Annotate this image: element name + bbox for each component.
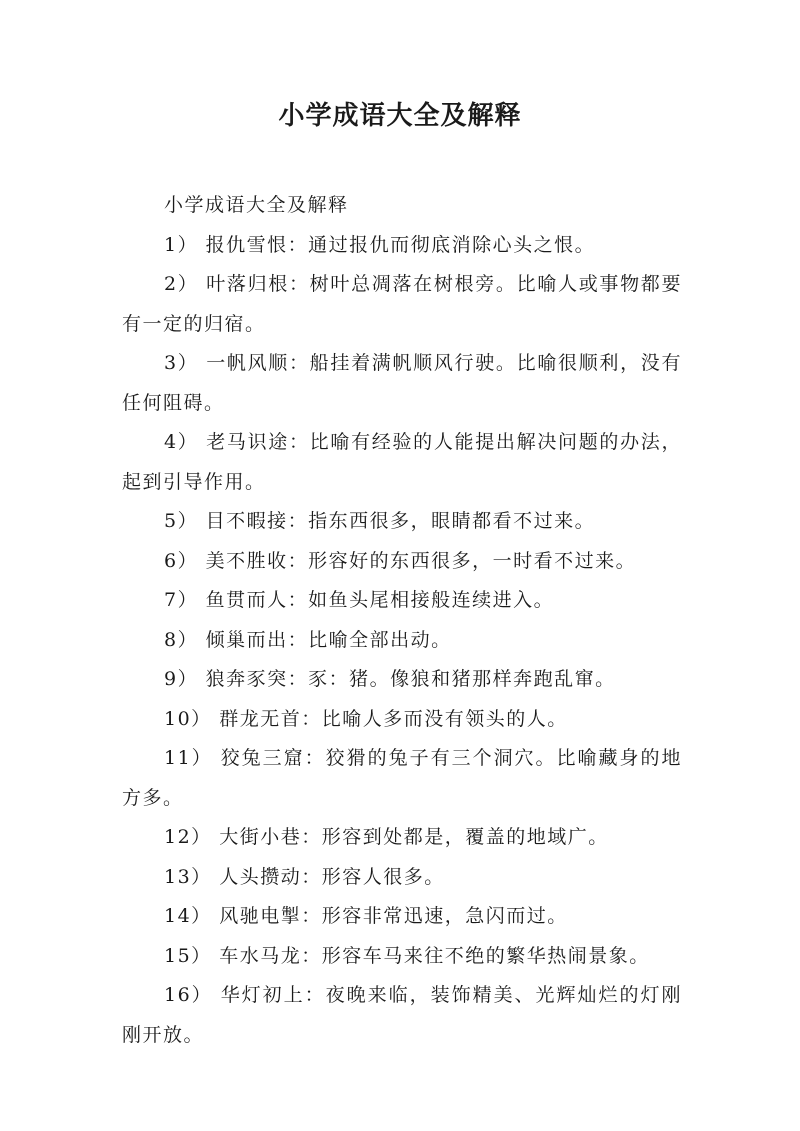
idiom-entry-9: 9） 狼奔豕突：豕：猪。像狼和猪那样奔跑乱窜。 [164,668,616,690]
idiom-entry-6: 6） 美不胜收：形容好的东西很多，一时看不过来。 [164,549,637,572]
document-title: 小学成语大全及解释 [278,101,522,131]
idiom-entry-16: 16） 华灯初上：夜晚来临，装饰精美、光辉灿烂的灯刚刚开放。 [122,984,682,1046]
document-body [122,186,682,1055]
idiom-entry-14: 14） 风驰电掣：形容非常迅速，急闪而过。 [164,905,568,927]
idiom-entry-11: 11） 狡兔三窟：狡猾的兔子有三个洞穴。比喻藏身的地方多。 [122,747,682,809]
idiom-entry-7: 7） 鱼贯而人：如鱼头尾相接般连续进入。 [164,589,555,611]
idiom-entry-13: 13） 人头攒动：形容人很多。 [164,865,445,888]
idiom-entry-4: 4） 老马识途：比喻有经验的人能提出解决问题的办法，起到引导作用。 [122,431,682,493]
idiom-entry-15: 15） 车水马龙：形容车马来往不绝的繁华热闹景象。 [164,944,650,967]
idiom-entry-2: 2） 叶落归根：树叶总凋落在树根旁。比喻人或事物都要有一定的归宿。 [122,273,682,335]
idiom-entry-5: 5） 目不暇接：指东西很多，眼睛都看不过来。 [164,510,596,532]
idiom-entry-8: 8） 倾巢而出：比喻全部出动。 [164,628,452,651]
idiom-entry-3: 3） 一帆风顺：船挂着满帆顺风行驶。比喻很顺利，没有任何阻碍。 [122,352,682,414]
idiom-entry-1: 1） 报仇雪恨：通过报仇而彻底消除心头之恨。 [164,233,596,256]
idiom-entry-12: 12） 大街小巷：形容到处都是，覆盖的地域广。 [164,826,609,848]
paragraph-heading: 小学成语大全及解释 [164,194,349,216]
idiom-entry-10: 10） 群龙无首：比喻人多而没有领头的人。 [164,707,568,730]
